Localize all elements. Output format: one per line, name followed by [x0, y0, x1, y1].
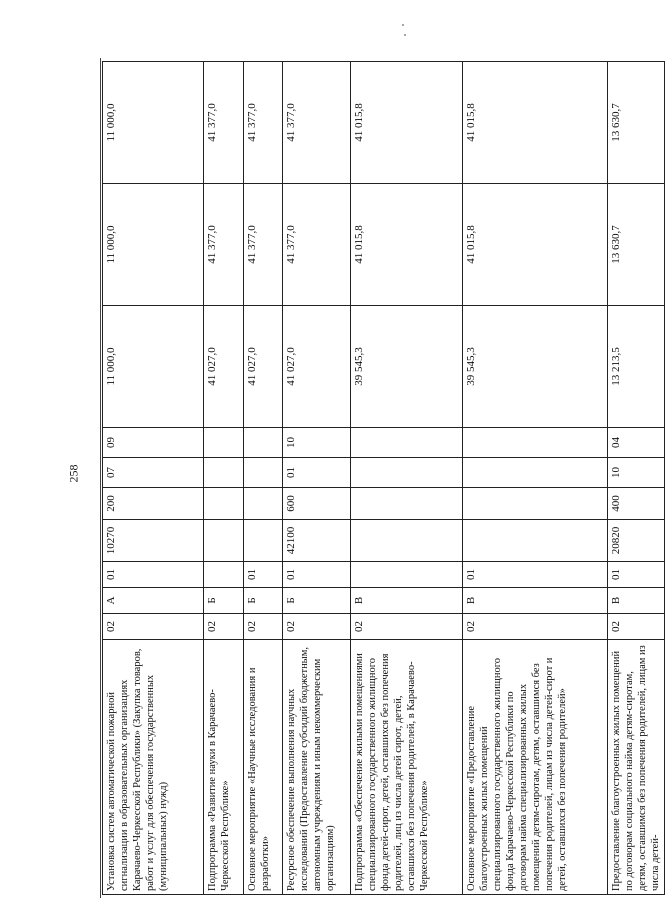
- cell-value-2: 41 377,0: [244, 184, 283, 306]
- row-name: Предоставление благоустроенных жилых помещений по договорам социального найма детям-сиротам, детям, оставшимся без попечения родителей, лицам из числа детей-: [608, 640, 665, 895]
- cell-subsection: 04: [608, 428, 665, 458]
- cell-event: [351, 562, 463, 588]
- cell-section: [351, 458, 463, 488]
- cell-direction: [351, 520, 463, 562]
- cell-event: 01: [103, 562, 204, 588]
- cell-code: 02: [204, 614, 244, 640]
- cell-expense-type: 400: [608, 488, 665, 520]
- table-row: [283, 62, 351, 895]
- cell-event: 01: [283, 562, 351, 588]
- cell-expense-type: [204, 488, 244, 520]
- table-row: [204, 62, 244, 895]
- cell-section: [244, 458, 283, 488]
- cell-event: [204, 562, 244, 588]
- cell-value-1: 11 000,0: [103, 306, 204, 428]
- cell-code: 02: [244, 614, 283, 640]
- cell-expense-type: 200: [103, 488, 204, 520]
- rotated-page-area: [102, 62, 661, 895]
- cell-subprogram: В: [351, 588, 463, 614]
- cell-direction: [244, 520, 283, 562]
- cell-value-3: 41 015,8: [351, 62, 463, 184]
- cell-value-3: 11 000,0: [103, 62, 204, 184]
- cell-direction: 42100: [283, 520, 351, 562]
- cell-code: 02: [608, 614, 665, 640]
- cell-subsection: 09: [103, 428, 204, 458]
- cell-code: 02: [463, 614, 608, 640]
- cell-code: 02: [103, 614, 204, 640]
- scan-edge-line: [100, 58, 101, 898]
- cell-value-2: 11 000,0: [103, 184, 204, 306]
- cell-value-1: 13 213,5: [608, 306, 665, 428]
- cell-event: 01: [463, 562, 608, 588]
- cell-value-3: 41 015,8: [463, 62, 608, 184]
- cell-subprogram: Б: [204, 588, 244, 614]
- cell-code: 02: [283, 614, 351, 640]
- cell-subprogram: В: [463, 588, 608, 614]
- cell-expense-type: [463, 488, 608, 520]
- row-name: Подпрограмма «Обеспечение жилыми помещениями специализированного государственного жилищного фонда детей-сирот, детей, оставшихся без попечения родителей, лиц из числа детей сирот, детей, оставшихся без попечения родителей, в Карачаево-Черкесской Республике»: [351, 640, 463, 895]
- cell-expense-type: [244, 488, 283, 520]
- budget-table: [102, 61, 665, 895]
- row-name: Основное мероприятие «Научные исследования и разработки»: [244, 640, 283, 895]
- table-row: [351, 62, 463, 895]
- cell-value-2: 41 377,0: [204, 184, 244, 306]
- cell-value-2: 41 377,0: [283, 184, 351, 306]
- row-name: Основное мероприятие «Предоставление благоустроенных жилых помещений специализированного государственного жилищного фонда Карачаево-Черкесской Республики по договорам найма специализированных жилых помещений детям-сиротам, детям, оставшимся без попечения родителей, лицам из числа детей-сирот и детей, оставшихся без попечения родителей»: [463, 640, 608, 895]
- cell-section: 01: [283, 458, 351, 488]
- cell-subprogram: Б: [244, 588, 283, 614]
- cell-value-1: 39 545,3: [463, 306, 608, 428]
- cell-value-1: 41 027,0: [204, 306, 244, 428]
- cell-subsection: [463, 428, 608, 458]
- cell-value-2: 13 630,7: [608, 184, 665, 306]
- cell-value-3: 13 630,7: [608, 62, 665, 184]
- cell-section: [204, 458, 244, 488]
- cell-direction: [463, 520, 608, 562]
- cell-section: 07: [103, 458, 204, 488]
- cell-direction: [204, 520, 244, 562]
- cell-subprogram: Б: [283, 588, 351, 614]
- row-name: Подпрограмма «Развитие науки в Карачаево-Черкесской Республике»: [204, 640, 244, 895]
- cell-direction: 10270: [103, 520, 204, 562]
- scan-speck: [402, 24, 404, 26]
- cell-direction: 20820: [608, 520, 665, 562]
- page-number: 258: [66, 464, 81, 483]
- rotated-content: [102, 62, 661, 895]
- cell-value-3: 41 377,0: [283, 62, 351, 184]
- row-name: Ресурсное обеспечение выполнения научных исследований (Предоставление субсидий бюджетным, автономным учреждениям и иным некоммерческим организациям): [283, 640, 351, 895]
- cell-subsection: [204, 428, 244, 458]
- cell-subsection: [244, 428, 283, 458]
- cell-value-1: 41 027,0: [244, 306, 283, 428]
- table-row: [244, 62, 283, 895]
- table-row: [608, 62, 665, 895]
- cell-subprogram: А: [103, 588, 204, 614]
- cell-value-3: 41 377,0: [204, 62, 244, 184]
- cell-expense-type: [351, 488, 463, 520]
- cell-event: 01: [608, 562, 665, 588]
- cell-subsection: 10: [283, 428, 351, 458]
- cell-value-1: 39 545,3: [351, 306, 463, 428]
- cell-section: [463, 458, 608, 488]
- scan-speck: [404, 34, 406, 36]
- cell-code: 02: [351, 614, 463, 640]
- cell-subsection: [351, 428, 463, 458]
- table-row: [463, 62, 608, 895]
- cell-value-3: 41 377,0: [244, 62, 283, 184]
- cell-value-2: 41 015,8: [463, 184, 608, 306]
- cell-value-2: 41 015,8: [351, 184, 463, 306]
- cell-section: 10: [608, 458, 665, 488]
- cell-event: 01: [244, 562, 283, 588]
- table-row: [103, 62, 204, 895]
- cell-value-1: 41 027,0: [283, 306, 351, 428]
- cell-expense-type: 600: [283, 488, 351, 520]
- row-name: Установка систем автоматической пожарной сигнализации в образовательных организациях Карачаево-Черкесской Республики» (Закупка товаров, работ и услуг для обеспечения государственных (муниципальных) нужд): [103, 640, 204, 895]
- cell-subprogram: В: [608, 588, 665, 614]
